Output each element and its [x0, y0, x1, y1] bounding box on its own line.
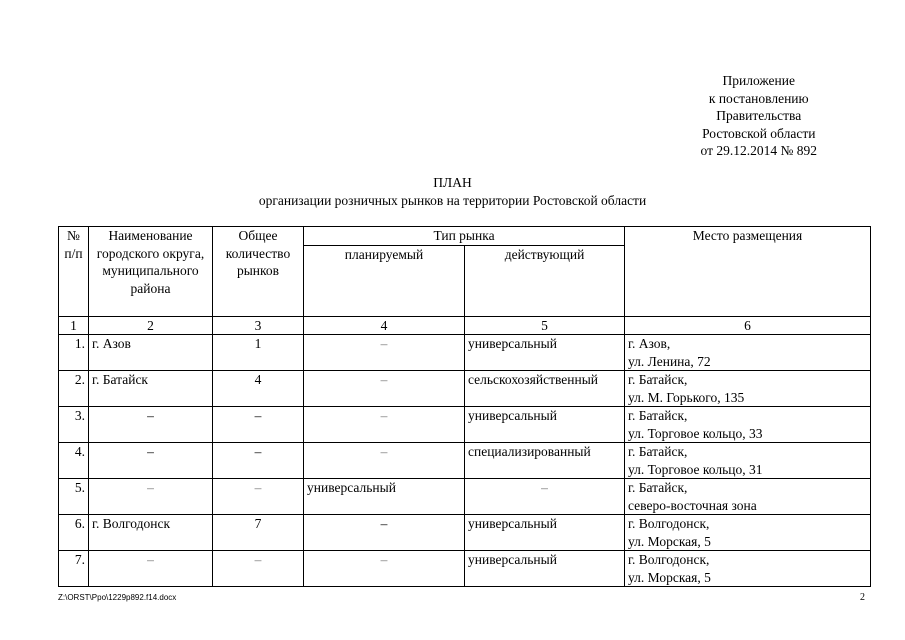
table-row [59, 479, 871, 515]
row-location [625, 515, 871, 551]
location-line: ул. Морская, 5 [628, 569, 711, 585]
row-name: – [89, 479, 213, 515]
row-existing: универсальный [465, 551, 625, 587]
location-line: г. Волгодонск, [628, 516, 710, 531]
row-total: – [213, 479, 304, 515]
row-planned: – [304, 515, 465, 551]
column-number-row [59, 316, 871, 335]
table-row [59, 371, 871, 407]
row-name: – [89, 551, 213, 587]
row-total: – [213, 443, 304, 479]
column-number: 2 [89, 316, 213, 335]
location-line: г. Азов, [628, 336, 671, 351]
location-line: ул. Торговое кольцо, 33 [628, 425, 763, 441]
location-line: г. Батайск, [628, 408, 688, 423]
table-row [59, 443, 871, 479]
row-name: – [89, 443, 213, 479]
appendix-line: к постановлению [708, 90, 809, 106]
appendix-line: Приложение [722, 73, 795, 88]
row-existing: универсальный [465, 515, 625, 551]
row-name: г. Батайск [89, 371, 213, 407]
row-planned: – [304, 407, 465, 443]
column-number: 6 [625, 316, 871, 335]
row-planned: – [304, 371, 465, 407]
row-location [625, 479, 871, 515]
column-number: 5 [465, 316, 625, 335]
header-market-type: Тип рынка [304, 227, 625, 246]
row-num: 5. [59, 479, 89, 515]
location-line: северо-восточная зона [628, 497, 757, 513]
row-planned: – [304, 335, 465, 371]
header-planned: планируемый [304, 245, 465, 316]
row-total: – [213, 551, 304, 587]
row-num: 4. [59, 443, 89, 479]
header-num: № п/п [59, 227, 89, 317]
location-line: ул. Морская, 5 [628, 533, 711, 549]
column-number: 4 [304, 316, 465, 335]
header-total: Общее количество рынков [213, 227, 304, 317]
table-row [59, 407, 871, 443]
row-total: 1 [213, 335, 304, 371]
location-line: г. Батайск, [628, 444, 688, 459]
row-location [625, 443, 871, 479]
row-planned: – [304, 443, 465, 479]
row-name: – [89, 407, 213, 443]
row-planned: универсальный [304, 479, 465, 515]
appendix-block [701, 72, 817, 160]
row-location [625, 371, 871, 407]
row-total: 7 [213, 515, 304, 551]
appendix-line: Ростовской области [702, 125, 816, 141]
row-existing: – [465, 479, 625, 515]
row-num: 1. [59, 335, 89, 371]
location-line: г. Батайск, [628, 480, 688, 495]
document-title: ПЛАН [433, 175, 472, 190]
row-num: 6. [59, 515, 89, 551]
row-name: г. Волгодонск [89, 515, 213, 551]
table-header-row [59, 227, 871, 246]
column-number: 3 [213, 316, 304, 335]
footer-file-path: Z:\ORST\Ppo\1229p892.f14.docx [58, 593, 177, 602]
table-row [59, 335, 871, 371]
table-row [59, 515, 871, 551]
row-num: 7. [59, 551, 89, 587]
location-line: г. Волгодонск, [628, 552, 710, 567]
location-line: г. Батайск, [628, 372, 688, 387]
row-location [625, 551, 871, 587]
location-line: ул. Торговое кольцо, 31 [628, 461, 763, 477]
row-planned: – [304, 551, 465, 587]
table-row [59, 551, 871, 587]
location-line: ул. М. Горького, 135 [628, 389, 745, 405]
row-location [625, 407, 871, 443]
row-existing: универсальный [465, 407, 625, 443]
row-num: 3. [59, 407, 89, 443]
document-subtitle: организации розничных рынков на территории Ростовской области [258, 193, 647, 208]
location-line: ул. Ленина, 72 [628, 353, 711, 369]
appendix-line: Правительства [716, 108, 802, 123]
row-total: – [213, 407, 304, 443]
row-existing: универсальный [465, 335, 625, 371]
header-existing: действующий [465, 245, 625, 316]
header-location: Место размещения [625, 227, 871, 317]
row-total: 4 [213, 371, 304, 407]
row-existing: сельскохозяйственный [465, 371, 625, 407]
markets-table [58, 226, 871, 587]
header-name: Наименование городского округа, муниципального района [89, 227, 213, 317]
row-location [625, 335, 871, 371]
row-name: г. Азов [89, 335, 213, 371]
row-num: 2. [59, 371, 89, 407]
appendix-line: от 29.12.2014 № 892 [700, 143, 817, 158]
page-number: 2 [860, 592, 865, 603]
column-number: 1 [59, 316, 89, 335]
row-existing: специализированный [465, 443, 625, 479]
